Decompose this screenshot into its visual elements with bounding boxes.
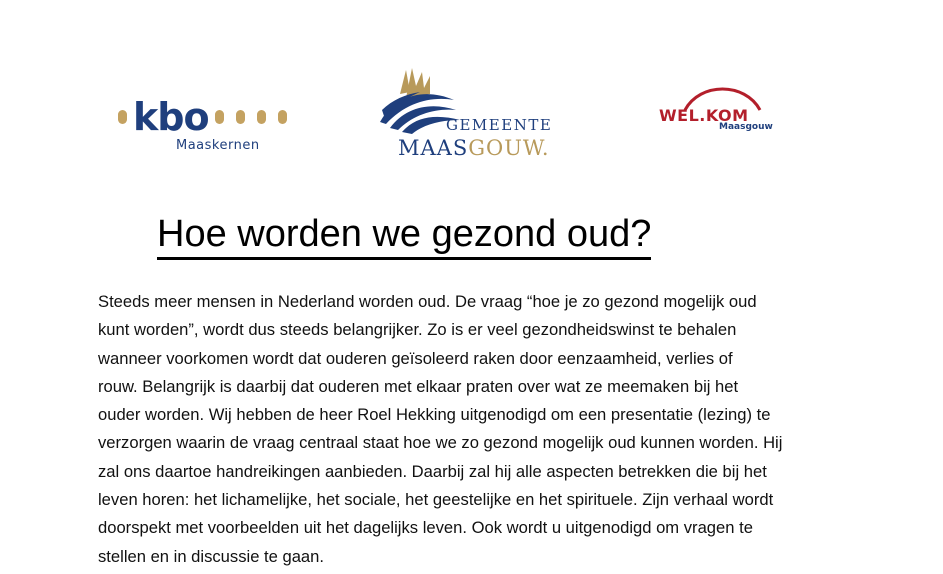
body-line: verzorgen waarin de vraag centraal staat hoe we zo gezond mogelijk oud kunnen worden. Hij — [98, 433, 783, 453]
kbo-dot — [215, 110, 224, 124]
welkom-logo-text: WEL.KOM — [659, 106, 749, 125]
welkom-logo-subtitle: Maasgouw — [719, 122, 773, 132]
kbo-dot — [118, 110, 127, 124]
body-line: kunt worden”, wordt dus steeds belangrijker. Zo is er veel gezondheidswinst te behalen — [98, 320, 737, 340]
body-line: stellen en in discussie te gaan. — [98, 546, 325, 566]
document-body — [98, 288, 858, 571]
kbo-dot — [278, 110, 287, 124]
body-line: rouw. Belangrijk is daarbij dat ouderen met elkaar praten over wat ze meemaken bij het — [98, 376, 739, 396]
kbo-dot — [236, 110, 245, 124]
kbo-dot — [257, 110, 266, 124]
maasgouw-logo-maas: MAAS — [398, 136, 469, 160]
document-title: Hoe worden we gezond oud? — [157, 211, 651, 260]
maasgouw-logo-gemeente: GEMEENTE — [446, 116, 553, 134]
welkom-maasgouw-logo — [655, 84, 790, 139]
body-line: doorspekt met voorbeelden uit het dagelijks leven. Ook wordt u uitgenodigd om vragen te — [98, 518, 753, 538]
body-line: wanneer voorkomen wordt dat ouderen geïsoleerd raken door eenzaamheid, verlies of — [98, 348, 733, 368]
maasgouw-logo-gouw: GOUW. — [468, 136, 550, 160]
body-line: Steeds meer mensen in Nederland worden oud. De vraag “hoe je zo gezond mogelijk oud — [98, 292, 757, 311]
gemeente-maasgouw-logo — [376, 64, 556, 164]
maasgouw-logo-name — [398, 136, 550, 160]
kbo-maaskernen-logo — [118, 95, 298, 158]
body-line: leven horen: het lichamelijke, het sociale, het geestelijke en het spirituele. Zijn verhaal wordt — [98, 490, 774, 510]
body-line: ouder worden. Wij hebben de heer Roel Hekking uitgenodigd om een presentatie (lezing) te — [98, 405, 771, 425]
kbo-logo-subtitle: Maaskernen — [176, 138, 260, 153]
kbo-logo-word: kbo — [133, 95, 209, 139]
body-line: zal ons daartoe handreikingen aanbieden. Daarbij zal hij alle aspecten betrekken die bij het — [98, 461, 767, 481]
